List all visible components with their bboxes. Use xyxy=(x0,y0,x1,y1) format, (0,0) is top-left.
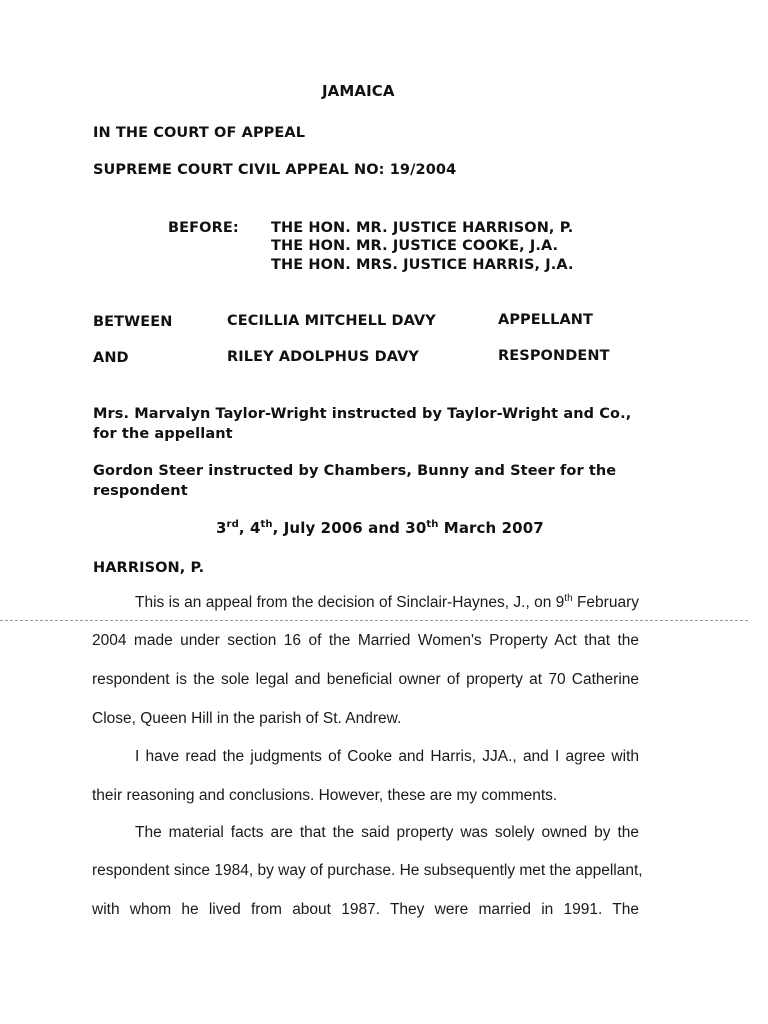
counsel-appellant-line2: for the appellant xyxy=(93,426,233,442)
paragraph-2-line-1: I have read the judgments of Cooke and Harris, JJA., and I agree with xyxy=(135,748,639,765)
paragraph-3-line-2: respondent since 1984, by way of purchase. He subsequently met the appellant, xyxy=(92,862,643,879)
date-end: March 2007 xyxy=(443,519,544,537)
party-connector-between: BETWEEN xyxy=(93,314,173,330)
paragraph-3-line-3: with whom he lived from about 1987. They were married in 1991. The xyxy=(92,901,639,918)
bench-label: BEFORE: xyxy=(168,220,239,236)
judge-harris: THE HON. MRS. JUSTICE HARRIS, J.A. xyxy=(271,257,574,273)
date-1: 3 xyxy=(216,519,227,537)
scan-fold-line xyxy=(0,620,748,621)
counsel-respondent-line1: Gordon Steer instructed by Chambers, Bunny and Steer for the xyxy=(93,463,617,479)
paragraph-1-line-4: Close, Queen Hill in the parish of St. Andrew. xyxy=(92,710,402,727)
appeal-number: SUPREME COURT CIVIL APPEAL NO: 19/2004 xyxy=(93,162,457,178)
date-2-suffix: th xyxy=(260,519,273,530)
paragraph-2-line-2: their reasoning and conclusions. However, these are my comments. xyxy=(92,787,558,804)
court-name: IN THE COURT OF APPEAL xyxy=(93,125,306,141)
paragraph-3-line-1: The material facts are that the said property was solely owned by the xyxy=(135,824,639,841)
paragraph-1-line-2: 2004 made under section 16 of the Married Women's Property Act that the xyxy=(92,632,639,649)
p1-line1-sup: th xyxy=(564,592,573,604)
party-name-respondent: RILEY ADOLPHUS DAVY xyxy=(227,349,419,365)
hearing-dates: 3rd, 4th, July 2006 and 30th March 2007 xyxy=(216,519,544,537)
counsel-respondent-line2: respondent xyxy=(93,483,188,499)
judge-cooke: THE HON. MR. JUSTICE COOKE, J.A. xyxy=(271,238,559,254)
party-role-appellant: APPELLANT xyxy=(498,312,594,328)
p1-line1-text: This is an appeal from the decision of Sinclair-Haynes, J., on 9 xyxy=(135,594,565,611)
judgment-author: HARRISON, P. xyxy=(93,560,205,576)
party-connector-and: AND xyxy=(93,350,129,366)
date-middle: July 2006 and 30 xyxy=(283,519,427,537)
p1-line1-post: February xyxy=(572,594,639,611)
judge-harrison: THE HON. MR. JUSTICE HARRISON, P. xyxy=(271,220,574,236)
party-name-appellant: CECILLIA MITCHELL DAVY xyxy=(227,313,436,329)
date-3-suffix: th xyxy=(426,519,439,530)
country-heading: JAMAICA xyxy=(322,82,395,100)
counsel-appellant-line1: Mrs. Marvalyn Taylor-Wright instructed by Taylor-Wright and Co., xyxy=(93,406,632,422)
party-role-respondent: RESPONDENT xyxy=(498,348,610,364)
paragraph-1-line-3: respondent is the sole legal and beneficial owner of property at 70 Catherine xyxy=(92,671,639,688)
date-2: 4 xyxy=(249,519,261,537)
date-1-suffix: rd xyxy=(226,519,239,530)
paragraph-1-line-1 xyxy=(135,594,639,612)
